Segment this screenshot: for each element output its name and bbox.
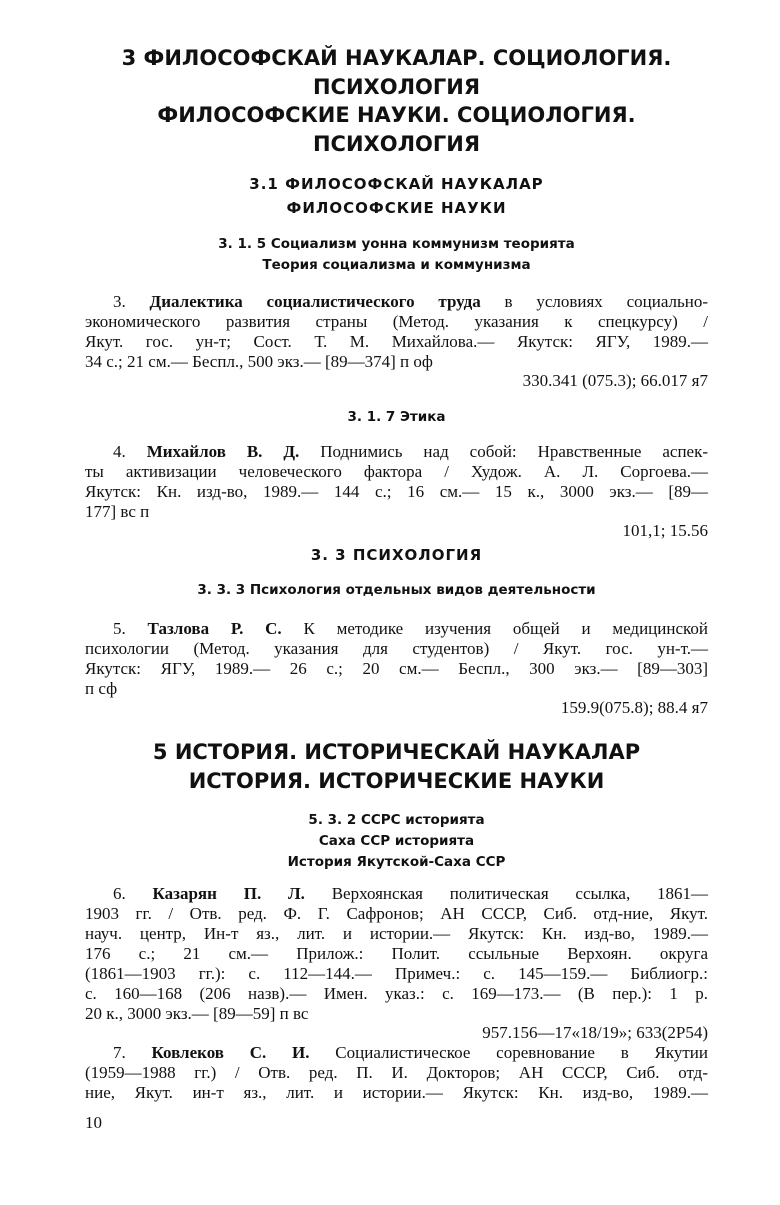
entry-5 [85, 619, 708, 717]
entry-7 [85, 1043, 708, 1103]
entry-number: 3. [113, 292, 126, 311]
page-number: 10 [85, 1113, 102, 1132]
entry-line [85, 884, 708, 904]
entry-number: 7. [113, 1043, 126, 1062]
section-title-line: Теория социализма и коммунизма [262, 257, 531, 273]
chapter-5-heading [85, 738, 708, 795]
entry-text: Поднимись над собой: Нравственные аспек- [320, 442, 709, 461]
entry-line: 20 к., 3000 экз.— [89—59] п вс [85, 1004, 309, 1023]
classification-code: 330.341 (075.3); 66.017 я7 [522, 371, 708, 390]
section-3-1-7-heading: 3. 1. 7 Этика [347, 409, 446, 425]
chapter-title-line: ФИЛОСОФСКИЕ НАУКИ. СОЦИОЛОГИЯ. [157, 103, 636, 127]
chapter-title-line: ИСТОРИЯ. ИСТОРИЧЕСКИЕ НАУКИ [188, 768, 605, 793]
entry-line: Якутск: Кн. изд-во, 1989.— 144 с.; 16 см.— 15 к., 3000 экз.— [89— [85, 482, 708, 501]
classification-code: 101,1; 15.56 [622, 521, 708, 540]
entry-6 [85, 884, 708, 1042]
section-title-line: Саха ССР историята [318, 833, 475, 849]
classification-code: 159.9(075.8); 88.4 я7 [560, 698, 708, 717]
chapter-title-line: ПСИХОЛОГИЯ [312, 74, 481, 99]
chapter-title-line: 3 ФИЛОСОФСКАЙ НАУКАЛАР. СОЦИОЛОГИЯ. [121, 46, 672, 70]
entry-line: экономического развития страны (Метод. указания к спецкурсу) / [85, 312, 708, 331]
chapter-3-heading [85, 44, 708, 158]
section-title-line: ФИЛОСОФСКИЕ НАУКИ [286, 199, 507, 217]
entry-line: ние, Якут. ин-т яз., лит. и истории.— Якутск: Кн. изд-во, 1989.— [85, 1083, 708, 1102]
entry-line: психологии (Метод. указания для студентов) / Якут. гос. ун-т.— [85, 639, 708, 658]
chapter-title-line: 5 ИСТОРИЯ. ИСТОРИЧЕСКАЙ НАУКАЛАР [152, 740, 641, 764]
entry-line [85, 442, 708, 462]
entry-line: науч. центр, Ин-т яз., лит. и истории.— Якутск: Кн. изд-во, 1989.— [85, 924, 708, 943]
entry-author: Диалектика социалистического труда [149, 292, 481, 311]
entry-line [85, 619, 708, 639]
entry-line: (1959—1988 гг.) / Отв. ред. П. И. Докторов; АН СССР, Сиб. отд- [85, 1063, 708, 1082]
entry-text: Верхоянская политическая ссылка, 1861— [331, 884, 709, 903]
entry-3 [85, 292, 708, 390]
entry-line: ты активизации человеческого фактора / Худож. А. Л. Соргоева.— [85, 462, 708, 481]
entry-4 [85, 442, 708, 540]
entry-author: Михайлов В. Д. [146, 442, 300, 461]
entry-number: 5. [113, 619, 126, 638]
section-title-line: 3. 1. 5 Социализм уонна коммунизм теорията [218, 236, 575, 252]
section-title-line: История Якутской-Саха ССР [287, 854, 506, 870]
entry-line: Якут. гос. ун-т; Сост. Т. М. Михайлова.— Якутск: ЯГУ, 1989.— [85, 332, 708, 351]
section-3-1-5-heading [85, 234, 708, 276]
entry-line: 1903 гг. / Отв. ред. Ф. Г. Сафронов; АН СССР, Сиб. отд-ние, Якут. [85, 904, 708, 923]
chapter-title-line: ПСИХОЛОГИЯ [312, 131, 481, 156]
entry-number: 6. [113, 884, 126, 903]
entry-text: Социалистическое соревнование в Якутии [335, 1043, 708, 1062]
entry-line: 177] вс п [85, 502, 150, 521]
entry-author: Тазлова Р. С. [147, 619, 282, 638]
entry-line [85, 1043, 708, 1063]
section-3-3-heading: 3. 3 ПСИХОЛОГИЯ [310, 546, 483, 564]
section-title-line: 3.1 ФИЛОСОФСКАЙ НАУКАЛАР [249, 175, 544, 193]
entry-line: (1861—1903 гг.): с. 112—144.— Примеч.: с. 145—159.— Библиогр.: [85, 964, 708, 983]
classification-code: 957.156—17«18/19»; 633(2Р54) [482, 1023, 708, 1042]
entry-author: Ковлеков С. И. [151, 1043, 310, 1062]
section-title-line: 5. 3. 2 ССРС историята [308, 812, 485, 828]
entry-text: в условиях социально- [504, 292, 709, 311]
entry-line: 34 с.; 21 см.— Беспл., 500 экз.— [89—374] п оф [85, 352, 433, 371]
section-5-3-2-heading [85, 810, 708, 873]
entry-author: Казарян П. Л. [152, 884, 305, 903]
entry-line: 176 с.; 21 см.— Прилож.: Полит. ссыльные Верхоян. округа [85, 944, 708, 963]
entry-text: К методике изучения общей и медицинской [303, 619, 709, 638]
entry-line [85, 292, 708, 312]
entry-line: п сф [85, 679, 118, 698]
entry-line: Якутск: ЯГУ, 1989.— 26 с.; 20 см.— Беспл., 300 экз.— [89—303] [85, 659, 708, 678]
entry-number: 4. [113, 442, 126, 461]
entry-line: с. 160—168 (206 назв).— Имен. указ.: с. 169—173.— (В пер.): 1 р. [85, 984, 708, 1003]
section-3-3-3-heading: 3. 3. 3 Психология отдельных видов деятельности [197, 582, 596, 598]
section-3-1-heading [85, 172, 708, 220]
